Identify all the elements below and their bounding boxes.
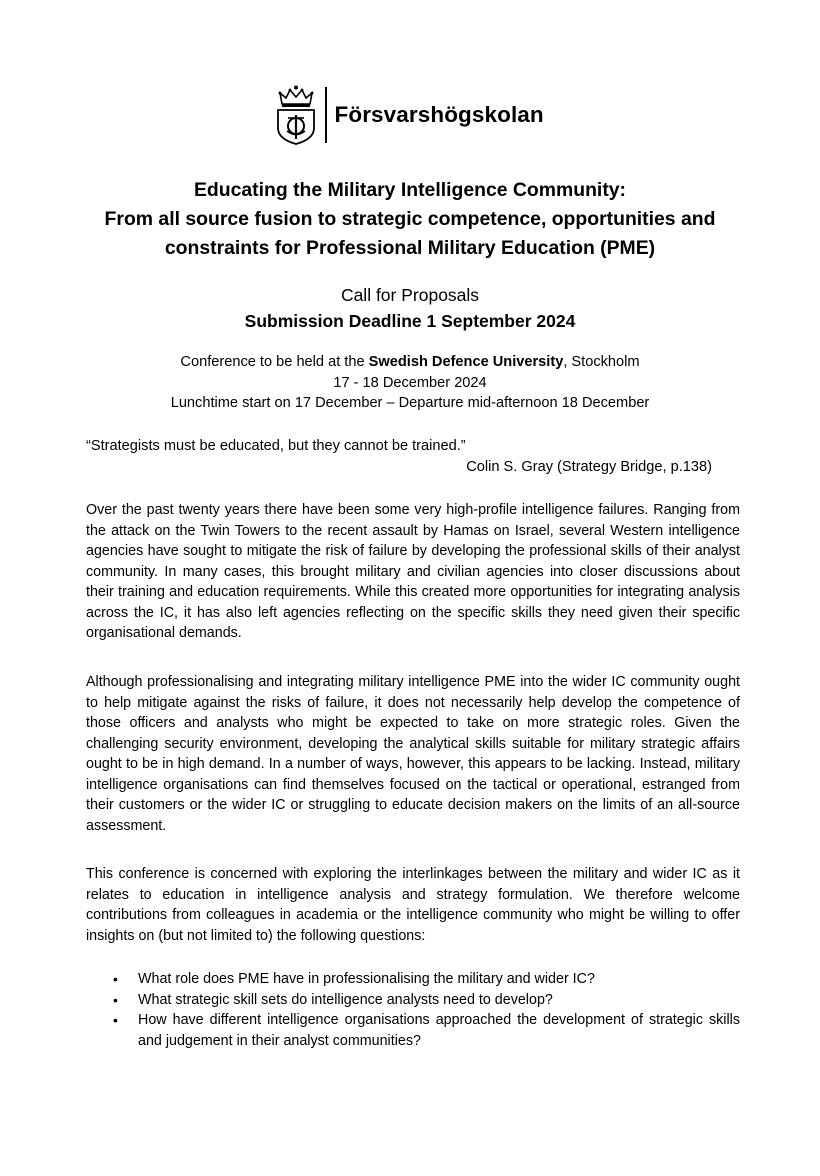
question-text: What strategic skill sets do intelligence analysts need to develop? <box>138 991 553 1008</box>
logo-divider <box>325 87 327 143</box>
call-for-proposals <box>60 282 760 334</box>
venue-name: Swedish Defence University <box>368 354 564 370</box>
conference-venue <box>60 352 760 414</box>
document-title <box>60 176 760 263</box>
university-wordmark: Försvarshögskolan <box>334 102 544 127</box>
crown-anchor-crest-icon <box>274 84 318 146</box>
body-paragraph-1: Over the past twenty years there have been some very high-profile intelligence failures. Ranging from the attack on the Twin Towers to the recent assault by Hamas on Israel, several Western intelligence agencies have sought to mitigate the risk of failure by developing the professional skills of their analyst community. In many cases, this brought military and civilian agencies into closer discussions about their training and education requirements. While this created more opportunities for integrating analysis across the IC, it has also left agencies reflecting on the specific skills they need given their specific organisational demands. <box>86 502 740 641</box>
epigraph-quote <box>86 436 712 477</box>
bullet-icon: • <box>113 971 118 987</box>
body-paragraph-3: This conference is concerned with exploring the interlinkages between the military and wider IC as it relates to education in intelligence analysis and strategy formulation. We therefore welcome contributions from colleagues in academia or the intelligence community who might be willing to offer insights on (but not limited to) the following questions: <box>86 866 740 944</box>
title-line-2: From all source fusion to strategic competence, opportunities and <box>104 208 716 230</box>
question-text: How have different intelligence organisations approached the development of strategic skills and judgement in their analyst communities? <box>138 1012 740 1049</box>
quote-attribution: Colin S. Gray (Strategy Bridge, p.138) <box>466 458 712 475</box>
bullet-icon: • <box>113 1012 118 1028</box>
question-list <box>86 969 740 1051</box>
list-item <box>86 990 740 1011</box>
title-line-3: constraints for Professional Military Education (PME) <box>164 237 656 259</box>
quote-text: “Strategists must be educated, but they cannot be trained.” <box>86 438 466 454</box>
question-text: What role does PME have in professionalising the military and wider IC? <box>138 971 595 987</box>
conference-dates: 17 - 18 December 2024 <box>333 374 487 391</box>
university-logo <box>274 84 544 146</box>
list-item <box>86 969 740 990</box>
bullet-icon: • <box>113 991 118 1008</box>
venue-suffix: , Stockholm <box>563 354 640 370</box>
conference-schedule: Lunchtime start on 17 December – Departure mid-afternoon 18 December <box>170 395 650 411</box>
cfp-heading: Call for Proposals <box>340 285 480 305</box>
title-line-1: Educating the Military Intelligence Community: <box>193 179 627 201</box>
body-paragraph-2: Although professionalising and integrating military intelligence PME into the wider IC community ought to help mitigate against the risks of failure, it does not necessarily help develop the competence of those officers and analysts who might be expected to take on more strategic roles. Given the challenging security environment, developing the analytical skills suitable for military strategic affairs ought to be in high demand. In a number of ways, however, this appears to be lacking. Instead, military intelligence organisations can find themselves focused on the tactical or operational, estranged from their customers or the wider IC or struggling to educate decision makers on the limits of an all-source assessment. <box>86 674 740 834</box>
venue-line <box>60 352 760 373</box>
submission-deadline: Submission Deadline 1 September 2024 <box>244 311 576 331</box>
venue-prefix: Conference to be held at the <box>180 354 369 370</box>
list-item <box>86 1010 740 1051</box>
